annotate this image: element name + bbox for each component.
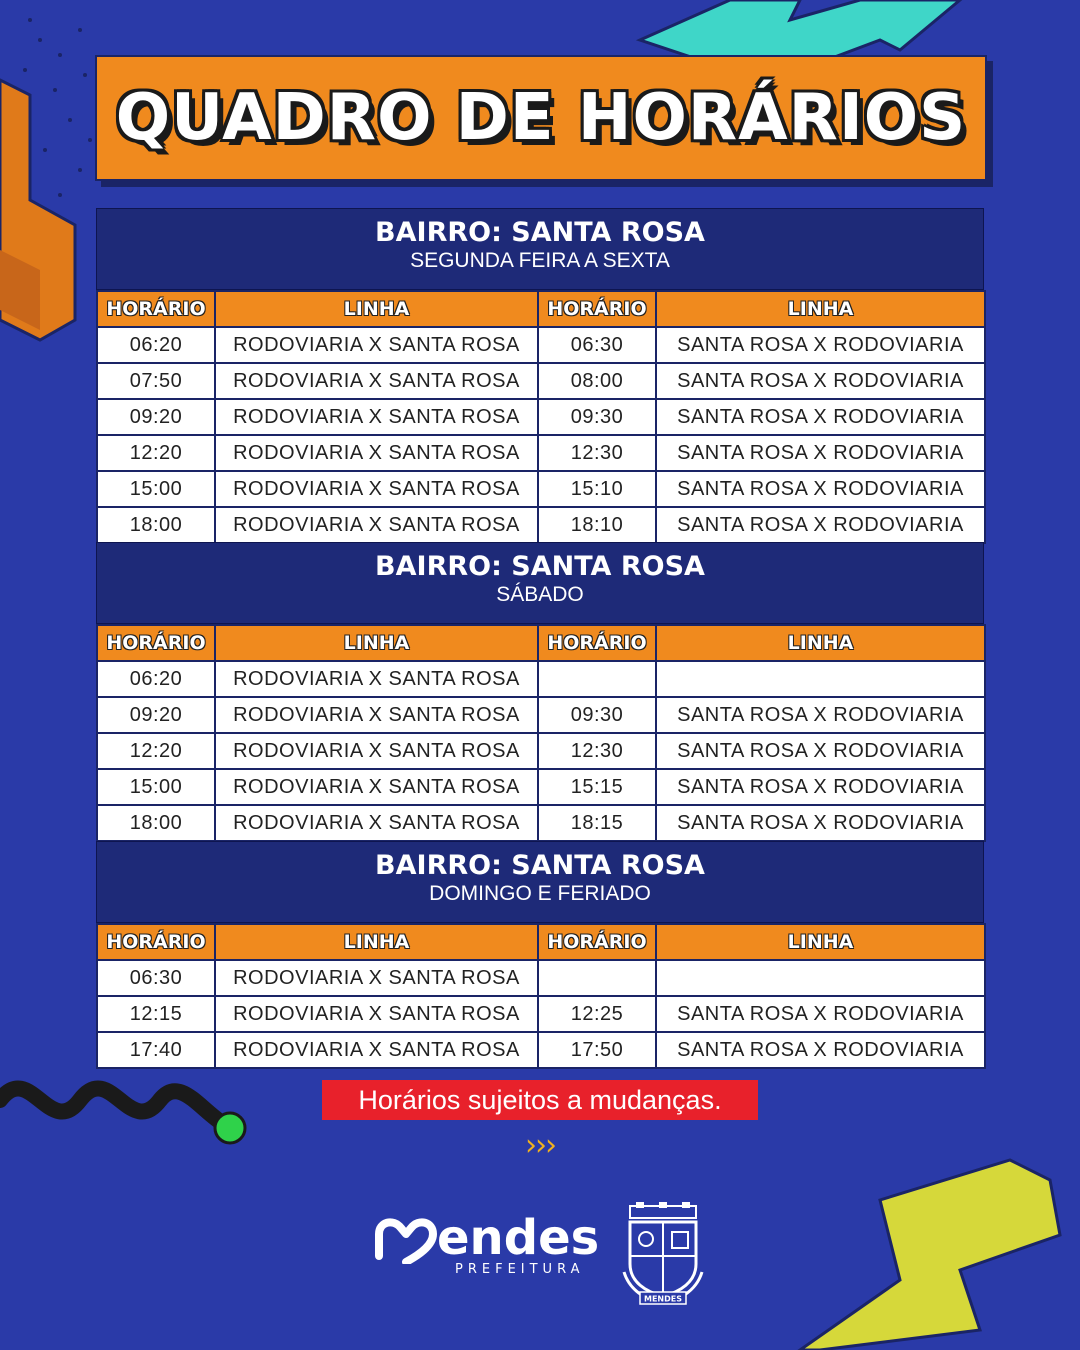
section-header <box>96 208 984 290</box>
logo-wordmark: endes <box>437 1210 600 1266</box>
route-name: RODOVIARIA X SANTA ROSA <box>215 1032 538 1068</box>
schedule-change-notice: Horários sujeitos a mudanças. <box>322 1080 758 1120</box>
departure-time <box>538 960 656 996</box>
departure-time: 15:10 <box>538 471 656 507</box>
departure-time: 09:30 <box>538 697 656 733</box>
departure-time: 06:20 <box>97 327 215 363</box>
column-header-line: LINHA <box>656 625 985 661</box>
section-title: BAIRRO: SANTA ROSA <box>375 551 705 582</box>
route-name: RODOVIARIA X SANTA ROSA <box>215 960 538 996</box>
route-name: SANTA ROSA X RODOVIARIA <box>656 769 985 805</box>
table-row <box>97 363 985 399</box>
table-row <box>97 960 985 996</box>
column-header-time: HORÁRIO <box>538 291 656 327</box>
route-name <box>656 960 985 996</box>
route-name: SANTA ROSA X RODOVIARIA <box>656 471 985 507</box>
city-coat-of-arms-icon <box>620 1202 706 1306</box>
column-header-line: LINHA <box>215 291 538 327</box>
departure-time: 09:30 <box>538 399 656 435</box>
departure-time: 12:30 <box>538 435 656 471</box>
schedule-table <box>96 290 986 544</box>
section-title: BAIRRO: SANTA ROSA <box>375 850 705 881</box>
departure-time: 15:15 <box>538 769 656 805</box>
column-header-line: LINHA <box>656 924 985 960</box>
departure-time: 06:30 <box>538 327 656 363</box>
route-name: SANTA ROSA X RODOVIARIA <box>656 507 985 543</box>
table-row <box>97 1032 985 1068</box>
departure-time: 18:15 <box>538 805 656 841</box>
route-name: SANTA ROSA X RODOVIARIA <box>656 805 985 841</box>
departure-time: 17:50 <box>538 1032 656 1068</box>
departure-time: 09:20 <box>97 697 215 733</box>
departure-time: 18:00 <box>97 507 215 543</box>
departure-time: 15:00 <box>97 769 215 805</box>
route-name: RODOVIARIA X SANTA ROSA <box>215 733 538 769</box>
route-name: SANTA ROSA X RODOVIARIA <box>656 399 985 435</box>
departure-time: 17:40 <box>97 1032 215 1068</box>
departure-time: 12:15 <box>97 996 215 1032</box>
route-name: SANTA ROSA X RODOVIARIA <box>656 1032 985 1068</box>
column-header-line: LINHA <box>215 924 538 960</box>
route-name: RODOVIARIA X SANTA ROSA <box>215 661 538 697</box>
table-row <box>97 507 985 543</box>
table-row <box>97 327 985 363</box>
section-title: BAIRRO: SANTA ROSA <box>375 217 705 248</box>
route-name: SANTA ROSA X RODOVIARIA <box>656 697 985 733</box>
table-row <box>97 769 985 805</box>
column-header-time: HORÁRIO <box>97 924 215 960</box>
departure-time: 07:50 <box>97 363 215 399</box>
page-title: QUADRO DE HORÁRIOS <box>115 81 967 155</box>
departure-time: 18:00 <box>97 805 215 841</box>
departure-time: 12:30 <box>538 733 656 769</box>
schedule-table <box>96 923 986 1069</box>
route-name: SANTA ROSA X RODOVIARIA <box>656 996 985 1032</box>
mendes-logo <box>375 1210 615 1280</box>
route-name: SANTA ROSA X RODOVIARIA <box>656 435 985 471</box>
route-name: RODOVIARIA X SANTA ROSA <box>215 697 538 733</box>
column-header-line: LINHA <box>215 625 538 661</box>
route-name: RODOVIARIA X SANTA ROSA <box>215 805 538 841</box>
departure-time: 06:20 <box>97 661 215 697</box>
table-row <box>97 661 985 697</box>
route-name: SANTA ROSA X RODOVIARIA <box>656 327 985 363</box>
section-header <box>96 841 984 923</box>
route-name: RODOVIARIA X SANTA ROSA <box>215 769 538 805</box>
title-banner <box>95 55 987 181</box>
column-header-time: HORÁRIO <box>97 291 215 327</box>
departure-time: 18:10 <box>538 507 656 543</box>
route-name <box>656 661 985 697</box>
table-header-row <box>97 291 985 327</box>
table-header-row <box>97 924 985 960</box>
column-header-time: HORÁRIO <box>538 625 656 661</box>
schedule-section-sunday-holiday <box>96 841 984 1069</box>
route-name: SANTA ROSA X RODOVIARIA <box>656 733 985 769</box>
route-name: RODOVIARIA X SANTA ROSA <box>215 507 538 543</box>
schedule-table <box>96 624 986 842</box>
column-header-time: HORÁRIO <box>97 625 215 661</box>
svg-text:MENDES: MENDES <box>644 1294 682 1304</box>
schedule-section-saturday <box>96 542 984 842</box>
table-row <box>97 733 985 769</box>
route-name: RODOVIARIA X SANTA ROSA <box>215 327 538 363</box>
route-name: RODOVIARIA X SANTA ROSA <box>215 996 538 1032</box>
route-name: RODOVIARIA X SANTA ROSA <box>215 363 538 399</box>
departure-time: 06:30 <box>97 960 215 996</box>
table-row <box>97 996 985 1032</box>
schedule-section-weekdays <box>96 208 984 544</box>
table-row <box>97 435 985 471</box>
route-name: SANTA ROSA X RODOVIARIA <box>656 363 985 399</box>
departure-time: 15:00 <box>97 471 215 507</box>
heart-m-icon <box>375 1216 437 1264</box>
route-name: RODOVIARIA X SANTA ROSA <box>215 399 538 435</box>
departure-time: 09:20 <box>97 399 215 435</box>
column-header-time: HORÁRIO <box>538 924 656 960</box>
route-name: RODOVIARIA X SANTA ROSA <box>215 435 538 471</box>
column-header-line: LINHA <box>656 291 985 327</box>
table-row <box>97 697 985 733</box>
departure-time: 12:25 <box>538 996 656 1032</box>
departure-time: 12:20 <box>97 435 215 471</box>
route-name: RODOVIARIA X SANTA ROSA <box>215 471 538 507</box>
table-row <box>97 805 985 841</box>
section-header <box>96 542 984 624</box>
departure-time: 12:20 <box>97 733 215 769</box>
logo-subtitle: PREFEITURA <box>455 1262 585 1277</box>
arrows-icon: ››› <box>525 1128 555 1163</box>
table-header-row <box>97 625 985 661</box>
table-row <box>97 399 985 435</box>
section-subtitle: SÁBADO <box>496 583 584 606</box>
departure-time <box>538 661 656 697</box>
section-subtitle: DOMINGO E FERIADO <box>429 882 651 905</box>
section-subtitle: SEGUNDA FEIRA A SEXTA <box>410 249 670 272</box>
departure-time: 08:00 <box>538 363 656 399</box>
table-row <box>97 471 985 507</box>
